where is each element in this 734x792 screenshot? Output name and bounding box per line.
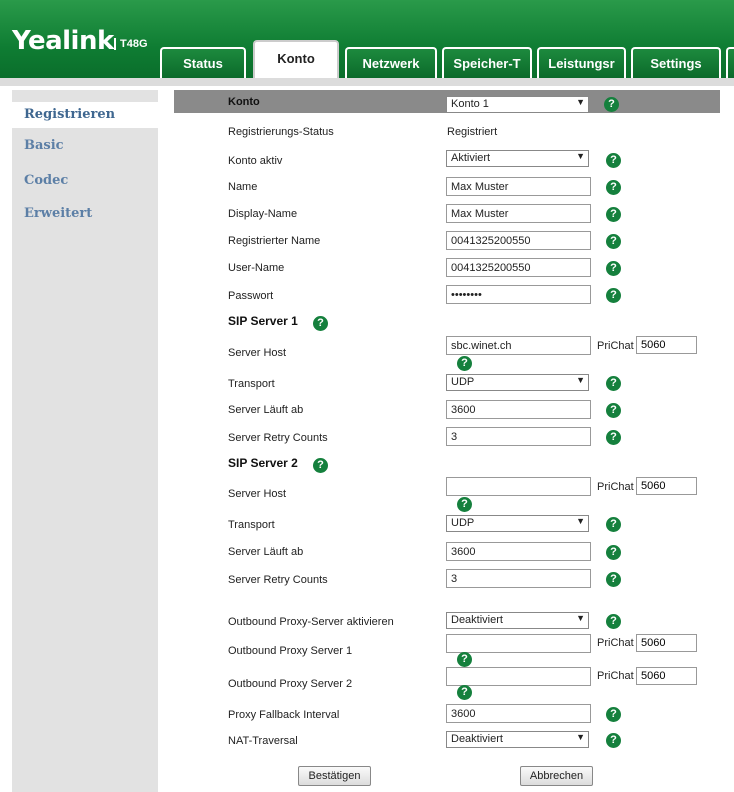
- sip2-transport-label: Transport: [228, 519, 275, 531]
- help-icon[interactable]: ?: [606, 707, 621, 722]
- yealink-logo: Yealink: [12, 26, 114, 56]
- help-icon[interactable]: ?: [606, 733, 621, 748]
- help-icon[interactable]: ?: [606, 234, 621, 249]
- fallback-input[interactable]: [446, 704, 591, 723]
- tab-netzwerk[interactable]: Netzwerk: [345, 47, 437, 78]
- reg-name-input[interactable]: [446, 231, 591, 250]
- help-icon[interactable]: ?: [606, 376, 621, 391]
- help-icon[interactable]: ?: [313, 458, 328, 473]
- confirm-button[interactable]: Bestätigen: [298, 766, 371, 786]
- sip2-transport-value: UDP: [451, 517, 475, 529]
- outbound1-port-input[interactable]: [636, 634, 697, 652]
- fallback-label: Proxy Fallback Interval: [228, 709, 340, 721]
- header-bar: [0, 0, 734, 78]
- sidebar-item-codec[interactable]: Codec: [24, 173, 69, 188]
- konto-label: Konto: [228, 96, 260, 108]
- nat-label: NAT-Traversal: [228, 735, 298, 747]
- dropdown-arrow-icon: ▼: [576, 613, 585, 623]
- help-icon[interactable]: ?: [606, 517, 621, 532]
- help-icon[interactable]: ?: [606, 430, 621, 445]
- outbound2-port-label: PriChat: [597, 670, 634, 682]
- help-icon[interactable]: ?: [457, 497, 472, 512]
- sip2-port-input[interactable]: [636, 477, 697, 495]
- dropdown-arrow-icon: ▼: [576, 151, 585, 161]
- help-icon[interactable]: ?: [606, 180, 621, 195]
- reg-name-label: Registrierter Name: [228, 235, 321, 247]
- help-icon[interactable]: ?: [606, 288, 621, 303]
- konto-select[interactable]: [446, 96, 589, 113]
- sidebar: [12, 90, 158, 792]
- user-name-label: User-Name: [228, 262, 285, 274]
- sip1-title: SIP Server 1: [228, 314, 298, 328]
- tab-more[interactable]: [726, 47, 734, 78]
- name-input[interactable]: [446, 177, 591, 196]
- sip1-transport-select[interactable]: [446, 374, 589, 391]
- sip2-host-input[interactable]: [446, 477, 591, 496]
- password-input[interactable]: [446, 285, 591, 304]
- help-icon[interactable]: ?: [606, 403, 621, 418]
- model-label: T48G: [114, 38, 148, 50]
- dropdown-arrow-icon: ▼: [576, 732, 585, 742]
- sip2-title: SIP Server 2: [228, 456, 298, 470]
- sip1-retry-label: Server Retry Counts: [228, 432, 328, 444]
- outbound-enable-value: Deaktiviert: [451, 614, 503, 626]
- help-icon[interactable]: ?: [606, 261, 621, 276]
- help-icon[interactable]: ?: [457, 356, 472, 371]
- help-icon[interactable]: ?: [457, 652, 472, 667]
- help-icon[interactable]: ?: [606, 153, 621, 168]
- sidebar-item-registrieren[interactable]: Registrieren: [12, 102, 158, 128]
- sidebar-item-erweitert[interactable]: Erweitert: [24, 206, 93, 221]
- tab-leistung[interactable]: Leistungsr: [537, 47, 626, 78]
- sip2-expires-label: Server Läuft ab: [228, 546, 304, 558]
- cancel-button[interactable]: Abbrechen: [520, 766, 593, 786]
- tab-status[interactable]: Status: [160, 47, 246, 78]
- help-icon[interactable]: ?: [606, 545, 621, 560]
- sip2-transport-select[interactable]: [446, 515, 589, 532]
- konto-aktiv-select[interactable]: [446, 150, 589, 167]
- sip2-host-label: Server Host: [228, 488, 287, 500]
- password-label: Passwort: [228, 290, 274, 302]
- dropdown-arrow-icon: ▼: [576, 375, 585, 385]
- tab-speicher[interactable]: Speicher-T: [442, 47, 532, 78]
- sip2-retry-label: Server Retry Counts: [228, 574, 328, 586]
- sip1-transport-label: Transport: [228, 378, 275, 390]
- sip1-host-label: Server Host: [228, 347, 287, 359]
- nat-value: Deaktiviert: [451, 733, 503, 745]
- help-icon[interactable]: ?: [606, 572, 621, 587]
- reg-status-label: Registrierungs-Status: [228, 126, 334, 138]
- outbound2-input[interactable]: [446, 667, 591, 686]
- tab-konto[interactable]: Konto: [253, 40, 339, 78]
- sip1-port-label: PriChat: [597, 340, 634, 352]
- sip1-retry-input[interactable]: [446, 427, 591, 446]
- display-name-label: Display-Name: [228, 208, 298, 220]
- sip2-expires-input[interactable]: [446, 542, 591, 561]
- help-icon[interactable]: ?: [313, 316, 328, 331]
- help-icon[interactable]: ?: [606, 207, 621, 222]
- help-icon[interactable]: ?: [604, 97, 619, 112]
- sidebar-item-basic[interactable]: Basic: [24, 138, 64, 153]
- dropdown-arrow-icon: ▼: [576, 97, 585, 107]
- sip1-expires-input[interactable]: [446, 400, 591, 419]
- outbound-enable-label: Outbound Proxy-Server aktivieren: [228, 616, 394, 628]
- sip1-transport-value: UDP: [451, 376, 475, 388]
- header-divider: [0, 78, 734, 86]
- tab-settings[interactable]: Settings: [631, 47, 721, 78]
- outbound-enable-select[interactable]: [446, 612, 589, 629]
- nat-select[interactable]: [446, 731, 589, 748]
- sip2-port-label: PriChat: [597, 481, 634, 493]
- konto-aktiv-value: Aktiviert: [451, 152, 491, 164]
- konto-aktiv-label: Konto aktiv: [228, 155, 283, 167]
- outbound1-input[interactable]: [446, 634, 591, 653]
- sip2-retry-input[interactable]: [446, 569, 591, 588]
- help-icon[interactable]: ?: [606, 614, 621, 629]
- outbound1-label: Outbound Proxy Server 1: [228, 645, 353, 657]
- user-name-input[interactable]: [446, 258, 591, 277]
- sip1-expires-label: Server Läuft ab: [228, 404, 304, 416]
- name-label: Name: [228, 181, 258, 193]
- reg-status-value: Registriert: [447, 126, 498, 138]
- dropdown-arrow-icon: ▼: [576, 516, 585, 526]
- outbound2-port-input[interactable]: [636, 667, 697, 685]
- display-name-input[interactable]: [446, 204, 591, 223]
- konto-value: Konto 1: [451, 98, 489, 110]
- sip1-port-input[interactable]: [636, 336, 697, 354]
- help-icon[interactable]: ?: [457, 685, 472, 700]
- outbound2-label: Outbound Proxy Server 2: [228, 678, 353, 690]
- outbound1-port-label: PriChat: [597, 637, 634, 649]
- sip1-host-input[interactable]: [446, 336, 591, 355]
